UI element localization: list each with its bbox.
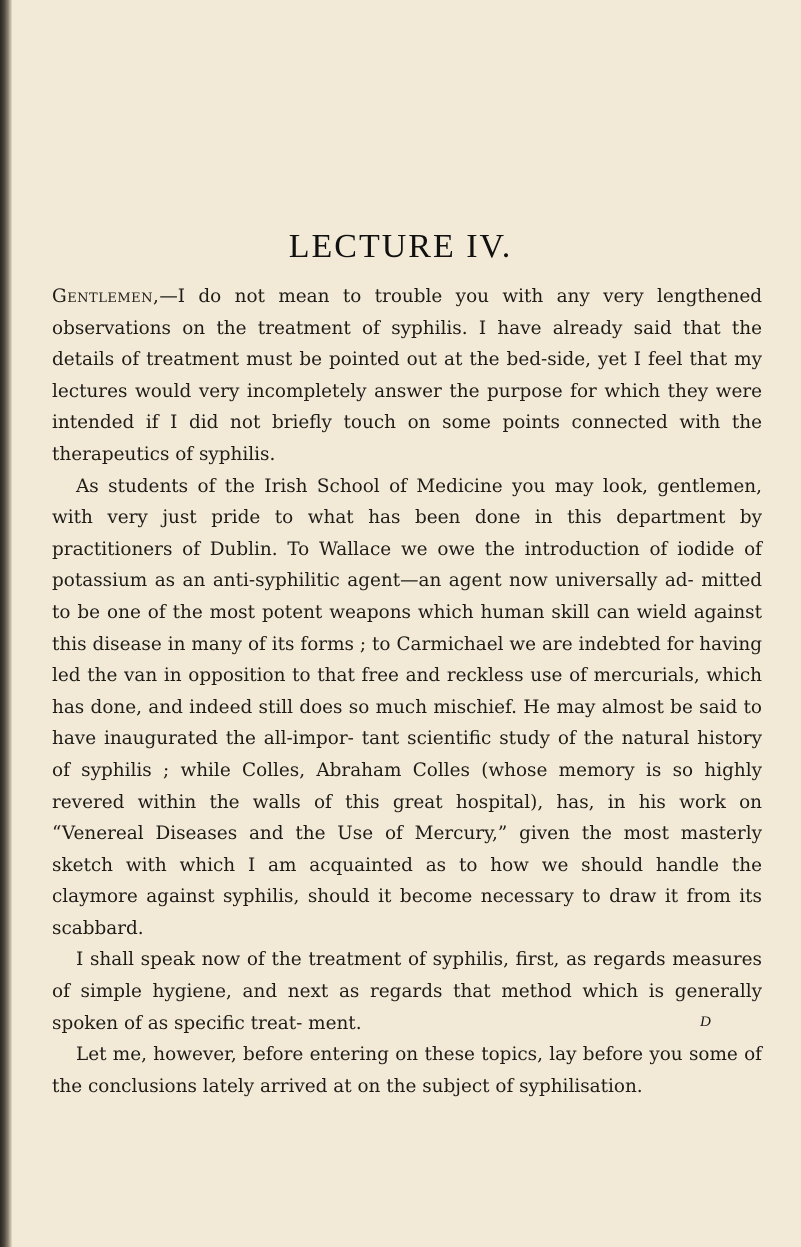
opening-word: Gentlemen, <box>52 286 160 307</box>
paragraph-4: Let me, however, before entering on these topics, lay before you some of the conclusions lately arrived at on the subject of syphilisation. <box>52 1044 762 1097</box>
paragraph-1 <box>52 281 762 471</box>
lecture-body <box>52 281 762 1102</box>
lecture-heading: LECTURE IV. <box>288 228 513 265</box>
signature-mark: D <box>700 1014 711 1030</box>
paragraph-3: I shall speak now of the treatment of syphilis, first, as regards measures of simple hygiene, and next as regards that method which is generally spoken of as specific treat- ment. <box>52 949 762 1034</box>
paragraph-1-text: —I do not mean to trouble you with any very lengthened observations on the treatment of syphilis. I have already said that the details of treatment must be pointed out at the bed-side, yet I feel that my lectures would very incompletely answer the purpose for which they were intended if I did not briefly touch on some points connected with the therapeutics of syphilis. <box>52 286 762 465</box>
paragraph-2: As students of the Irish School of Medicine you may look, gentlemen, with very just pride to what has been done in this department by practitioners of Dublin. To Wallace we owe the introduction of iodide of potassium as an anti-syphilitic agent—an agent now universally ad- mitted to be one of the most potent weapons which human skill can wield against this disease in many of its forms ; to Carmichael we are indebted for having led the van in opposition to that free and reckless use of mercurials, which has done, and indeed still does so much mischief. He may almost be said to have inaugurated the all-impor- tant scientific study of the natural history of syphilis ; while Colles, Abraham Colles (whose memory is so highly revered within the walls of this great hospital), has, in his work on “Venereal Diseases and the Use of Mercury,” given the most masterly sketch with which I am acquainted as to how we should handle the claymore against syphilis, should it become necessary to draw it from its scabbard. <box>52 475 762 939</box>
